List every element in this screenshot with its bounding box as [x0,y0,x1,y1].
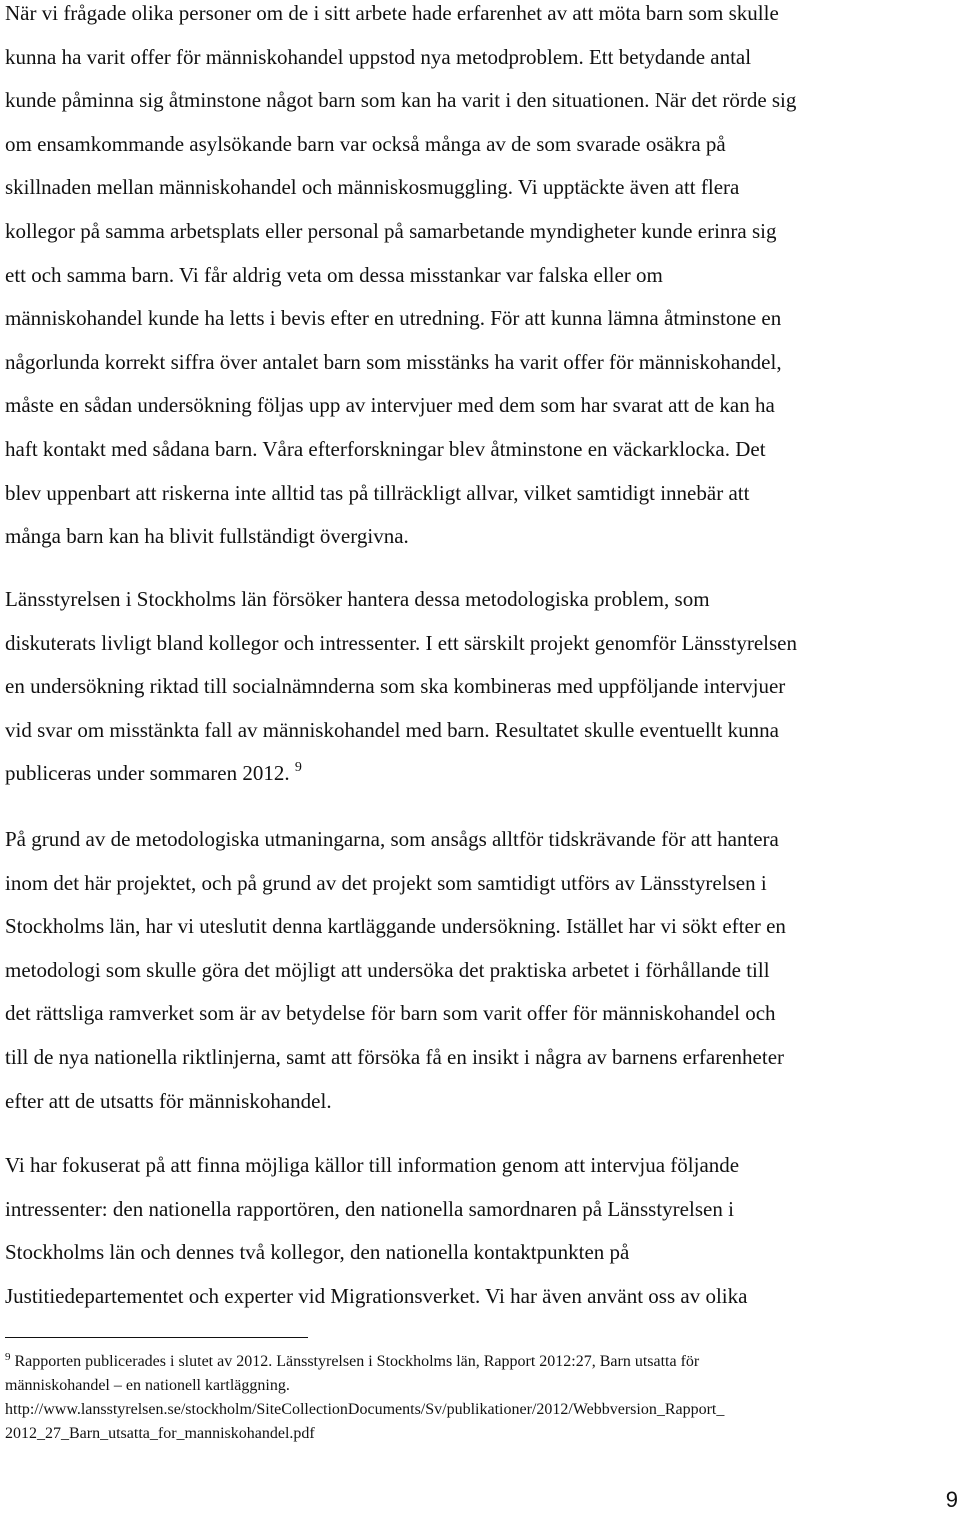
paragraph-1 [5,0,955,559]
text-line: ett och samma barn. Vi får aldrig veta om dessa misstankar var falska eller om [5,262,663,287]
text-line: till de nya nationella riktlinjerna, samt att försöka få en insikt i några av barnens erfarenheter [5,1044,785,1069]
footnote-reference: 9 [294,760,302,776]
footnote-separator [5,1337,308,1338]
text-line: Stockholms län och dennes två kollegor, den nationella kontaktpunkten på [5,1240,630,1265]
text-line: Vi har fokuserat på att finna möjliga källor till information genom att intervjua följande [5,1153,740,1177]
footnote-mark: 9 [5,1351,11,1363]
text-line: När vi frågade olika personer om de i sitt arbete hade erfarenhet av att möta barn som skulle [5,1,779,25]
text-line: det rättsliga ramverket som är av betydelse för barn som varit offer för människohandel och [5,1001,776,1026]
text-line: kunna ha varit offer för människohandel uppstod nya metodproblem. Ett betydande antal [5,44,752,69]
text-line: skillnaden mellan människohandel och människosmuggling. Vi upptäckte även att flera [5,175,740,200]
text-line: många barn kan ha blivit fullständigt övergivna. [5,524,409,549]
paragraph-3 [5,818,955,1123]
text-line: Länsstyrelsen i Stockholms län försöker hantera dessa metodologiska problem, som [5,587,710,611]
text-line: måste en sådan undersökning följas upp av intervjuer med dem som har svarat att de kan ha [5,393,775,418]
text-line: om ensamkommande asylsökande barn var också många av de som svarade osäkra på [5,131,726,156]
text-line: kunde påminna sig åtminstone något barn som kan ha varit i den situationen. När det rörde sig [5,88,797,113]
paragraph-2 [5,578,955,796]
text-line: metodologi som skulle göra det möjligt att undersöka det praktiska arbetet i förhållande till [5,957,770,982]
text-line: Stockholms län, har vi uteslutit denna kartläggande undersökning. Istället har vi sökt efter en [5,914,786,939]
paragraph-4 [5,1144,955,1318]
footnote-line: människohandel – en nationell kartläggning. [5,1377,290,1394]
text-line: efter att de utsatts för människohandel. [5,1088,332,1113]
text-line: Justitiedepartementet och experter vid Migrationsverket. Vi har även använt oss av olika [5,1283,748,1308]
text-line: publiceras under sommaren 2012. [5,761,290,786]
footnote-link[interactable]: http://www.lansstyrelsen.se/stockholm/SiteCollectionDocuments/Sv/publikationer/2012/Webbversion_Rapport_ [5,1401,725,1418]
text-line: någorlunda korrekt siffra över antalet barn som misstänks ha varit offer för människohandel, [5,349,782,374]
text-line: en undersökning riktad till socialnämnderna som ska kombineras med uppföljande intervjuer [5,674,786,699]
text-line: människohandel kunde ha letts i bevis efter en utredning. För att kunna lämna åtminstone en [5,306,782,331]
footnote-link[interactable]: 2012_27_Barn_utsatta_for_manniskohandel.pdf [5,1425,315,1442]
text-line: inom det här projektet, och på grund av det projekt som samtidigt utförs av Länsstyrelsen i [5,870,767,895]
text-line: diskuterats livligt bland kollegor och intressenter. I ett särskilt projekt genomför Länsstyrelsen [5,630,797,655]
footnote-line [5,1350,960,1374]
text-line: intressenter: den nationella rapportören, den nationella samordnaren på Länsstyrelsen i [5,1196,734,1221]
text-line: vid svar om misstänkta fall av människohandel med barn. Resultatet skulle eventuellt kunna [5,717,779,742]
footnote [5,1350,960,1446]
page-number: 9 [945,1487,958,1512]
text-line-with-footnote [5,752,955,796]
text-line: kollegor på samma arbetsplats eller personal på samarbetande myndigheter kunde erinra sig [5,218,777,243]
text-line: På grund av de metodologiska utmaningarna, som ansågs alltför tidskrävande för att hantera [5,827,779,851]
text-line: haft kontakt med sådana barn. Våra efterforskningar blev åtminstone en väckarklocka. Det [5,436,766,461]
text-line: blev uppenbart att riskerna inte alltid tas på tillräckligt allvar, vilket samtidigt innebär att [5,480,750,505]
footnote-text: Rapporten publicerades i slutet av 2012. Länsstyrelsen i Stockholms län, Rapport 2012:27, Barn utsatta för [14,1353,700,1370]
